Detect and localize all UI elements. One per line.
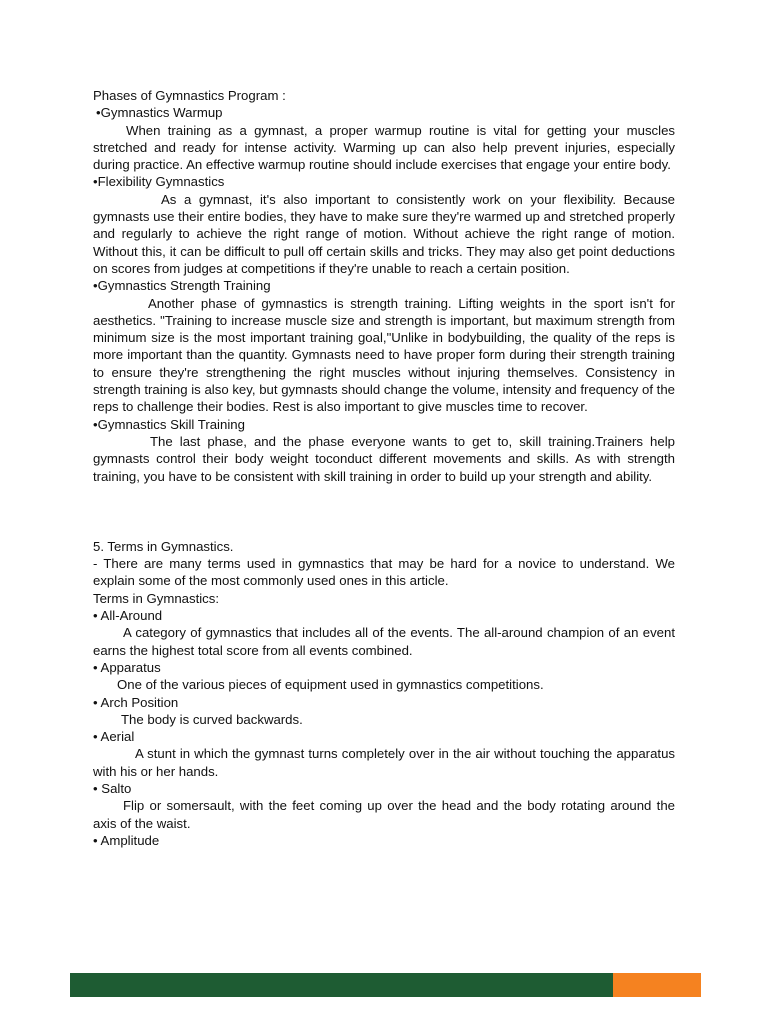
term-title-amplitude: • Amplitude: [93, 832, 160, 848]
term-text-aerial: A stunt in which the gymnast turns completely over in the air without touching the apparatus with his or her hands.: [93, 746, 675, 779]
term-title-aerial: • Aerial: [93, 729, 135, 745]
term-text-arch-position: The body is curved backwards.: [121, 711, 303, 727]
footer-orange-band: [613, 973, 701, 997]
footer-bar: [70, 973, 701, 997]
phase-text-strength: Another phase of gymnastics is strength training. Lifting weights in the sport isn't for aesthetics. "Training to increase muscle size and strength is important, but maximum strength from minimum size is the most important training goal,"Unlike in bodybuilding, the quality of the reps is more important than the quantity. Gymnasts need to have proper form during their strength training to ensure they're strengthening the right muscles without injuring themselves. Consistency in strength training is also key, but gymnasts should change the volume, intensity and frequency of the reps to challenge their bodies. Rest is also important to give muscles time to recover.: [93, 295, 675, 415]
spacer: [93, 485, 675, 538]
phase-title-flexibility: •Flexibility Gymnastics: [93, 174, 225, 190]
phase-text-skill: The last phase, and the phase everyone wants to get to, skill training.Trainers help gymnasts control their body weight toconduct different movements and skills. As with strength training, you have to be consistent with skill training in order to build up your strength and ability.: [93, 433, 675, 484]
terms-heading: 5. Terms in Gymnastics.: [93, 538, 234, 554]
term-title-apparatus: • Apparatus: [93, 659, 161, 675]
terms-subheading: Terms in Gymnastics:: [93, 590, 220, 606]
term-title-all-around: • All-Around: [93, 608, 163, 624]
phase-text-warmup: When training as a gymnast, a proper warmup routine is vital for getting your muscles stretched and ready for intense activity. Warming up can also help prevent injuries, especially during practice. An effective warmup routine should include exercises that engage your entire body.: [93, 122, 675, 173]
phase-title-skill: •Gymnastics Skill Training: [93, 416, 245, 432]
document-body: [93, 87, 675, 849]
phase-title-strength: •Gymnastics Strength Training: [93, 278, 271, 294]
phase-text-flexibility: As a gymnast, it's also important to consistently work on your flexibility. Because gymnasts use their entire bodies, they have to make sure they're warmed up and stretched properly and regularly to achieve the right range of motion. Without achieve the right range of motion. Without this, it can be difficult to pull off certain skills and tricks. They may also get point deductions on scores from judges at competitions if they're unable to reach a certain position.: [93, 191, 675, 276]
footer-green-band: [70, 973, 613, 997]
terms-intro: - There are many terms used in gymnastics that may be hard for a novice to understand. We explain some of the most commonly used ones in this article.: [93, 556, 675, 589]
term-title-salto: • Salto: [93, 780, 132, 796]
term-title-arch-position: • Arch Position: [93, 694, 179, 710]
term-text-salto: Flip or somersault, with the feet coming up over the head and the body rotating around the axis of the waist.: [93, 798, 675, 831]
term-text-all-around: A category of gymnastics that includes all of the events. The all-around champion of an event earns the highest total score from all events combined.: [93, 625, 675, 658]
section-heading: Phases of Gymnastics Program :: [93, 88, 286, 103]
term-text-apparatus: One of the various pieces of equipment used in gymnastics competitions.: [117, 677, 544, 693]
phase-title-warmup: •Gymnastics Warmup: [96, 105, 223, 121]
